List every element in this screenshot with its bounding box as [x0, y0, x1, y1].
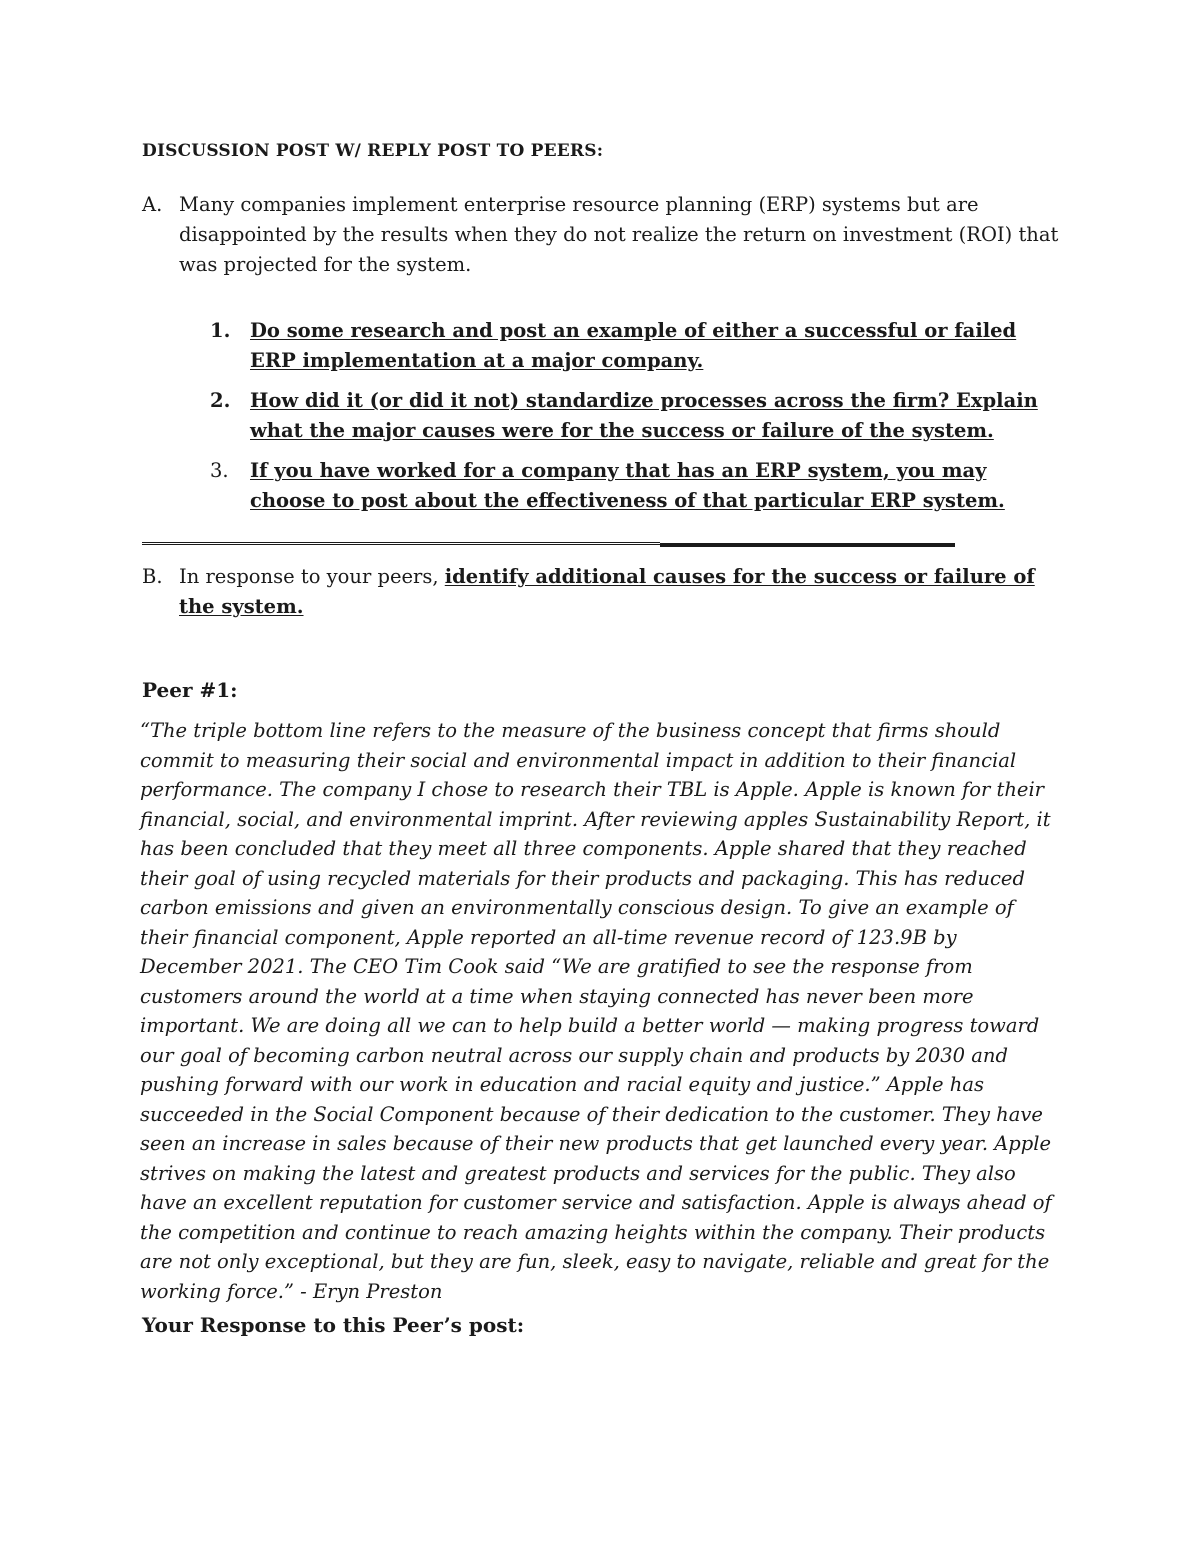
section-b-text	[179, 562, 1042, 622]
document-heading: DISCUSSION POST W/ REPLY POST TO PEERS:	[142, 141, 604, 161]
peer-post: “The triple bottom line refers to the measure of the business concept that firms should commit to measuring their social and environmental impact in addition to their financial performance. The company I chose to research their TBL is Apple. Apple is known for their financial, social, and environmental imprint. After reviewing apples Sustainability Report, it has been concluded that they meet all three components. Apple shared that they reached their goal of using recycled materials for their products and packaging. This has reduced carbon emissions and given an environmentally conscious design. To give an example of their financial component, Apple reported an all-time revenue record of 123.9B by December 2021. The CEO Tim Cook said “We are gratified to see the response from customers around the world at a time when staying connected has never been more important. We are doing all we can to help build a better world — making progress toward our goal of becoming carbon neutral across our supply chain and products by 2030 and pushing forward with our work in education and racial equity and justice.” Apple has succeeded in the Social Component because of their dedication to the customer. They have seen an increase in sales because of their new products that get launched every year. Apple strives on making the latest and greatest products and services for the public. They also have an excellent reputation for customer service and satisfaction. Apple is always ahead of the competition and continue to reach amazing heights within the company. Their products are not only exceptional, but they are fun, sleek, easy to navigate, reliable and great for the working force.” - Eryn Preston	[140, 719, 1052, 1303]
list-item	[210, 316, 1060, 376]
peer-label: Peer #1:	[142, 678, 238, 702]
section-a-marker: A.	[142, 193, 163, 216]
list-item	[210, 386, 1060, 446]
section-b-marker: B.	[142, 565, 163, 588]
list-item-number: 2.	[210, 389, 231, 412]
section-a-text: Many companies implement enterprise resource planning (ERP) systems but are disappointed by the results when they do not realize the return on investment (ROI) that was projected for the system.	[179, 193, 1059, 276]
section-b-prefix: In response to your peers,	[179, 565, 445, 588]
section-b	[142, 562, 1042, 622]
divider-line	[142, 542, 660, 545]
list-item-number: 3.	[210, 459, 229, 482]
list-item-text: Do some research and post an example of either a successful or failed ERP implementation at a major company.	[250, 319, 1017, 372]
response-label: Your Response to this Peer’s post:	[142, 1313, 525, 1337]
section-b-emphasis: identify additional causes for the success or failure of the system.	[179, 565, 1035, 618]
divider-line-thick	[660, 543, 955, 547]
section-a	[142, 190, 1072, 280]
list-item-text: How did it (or did it not) standardize processes across the firm? Explain what the major causes were for the success or failure of the system.	[250, 389, 1038, 442]
list-item-text: If you have worked for a company that has an ERP system, you may choose to post about the effectiveness of that particular ERP system.	[250, 459, 1005, 512]
numbered-list	[210, 316, 1060, 526]
list-item	[210, 456, 1060, 516]
list-item-number: 1.	[210, 319, 231, 342]
